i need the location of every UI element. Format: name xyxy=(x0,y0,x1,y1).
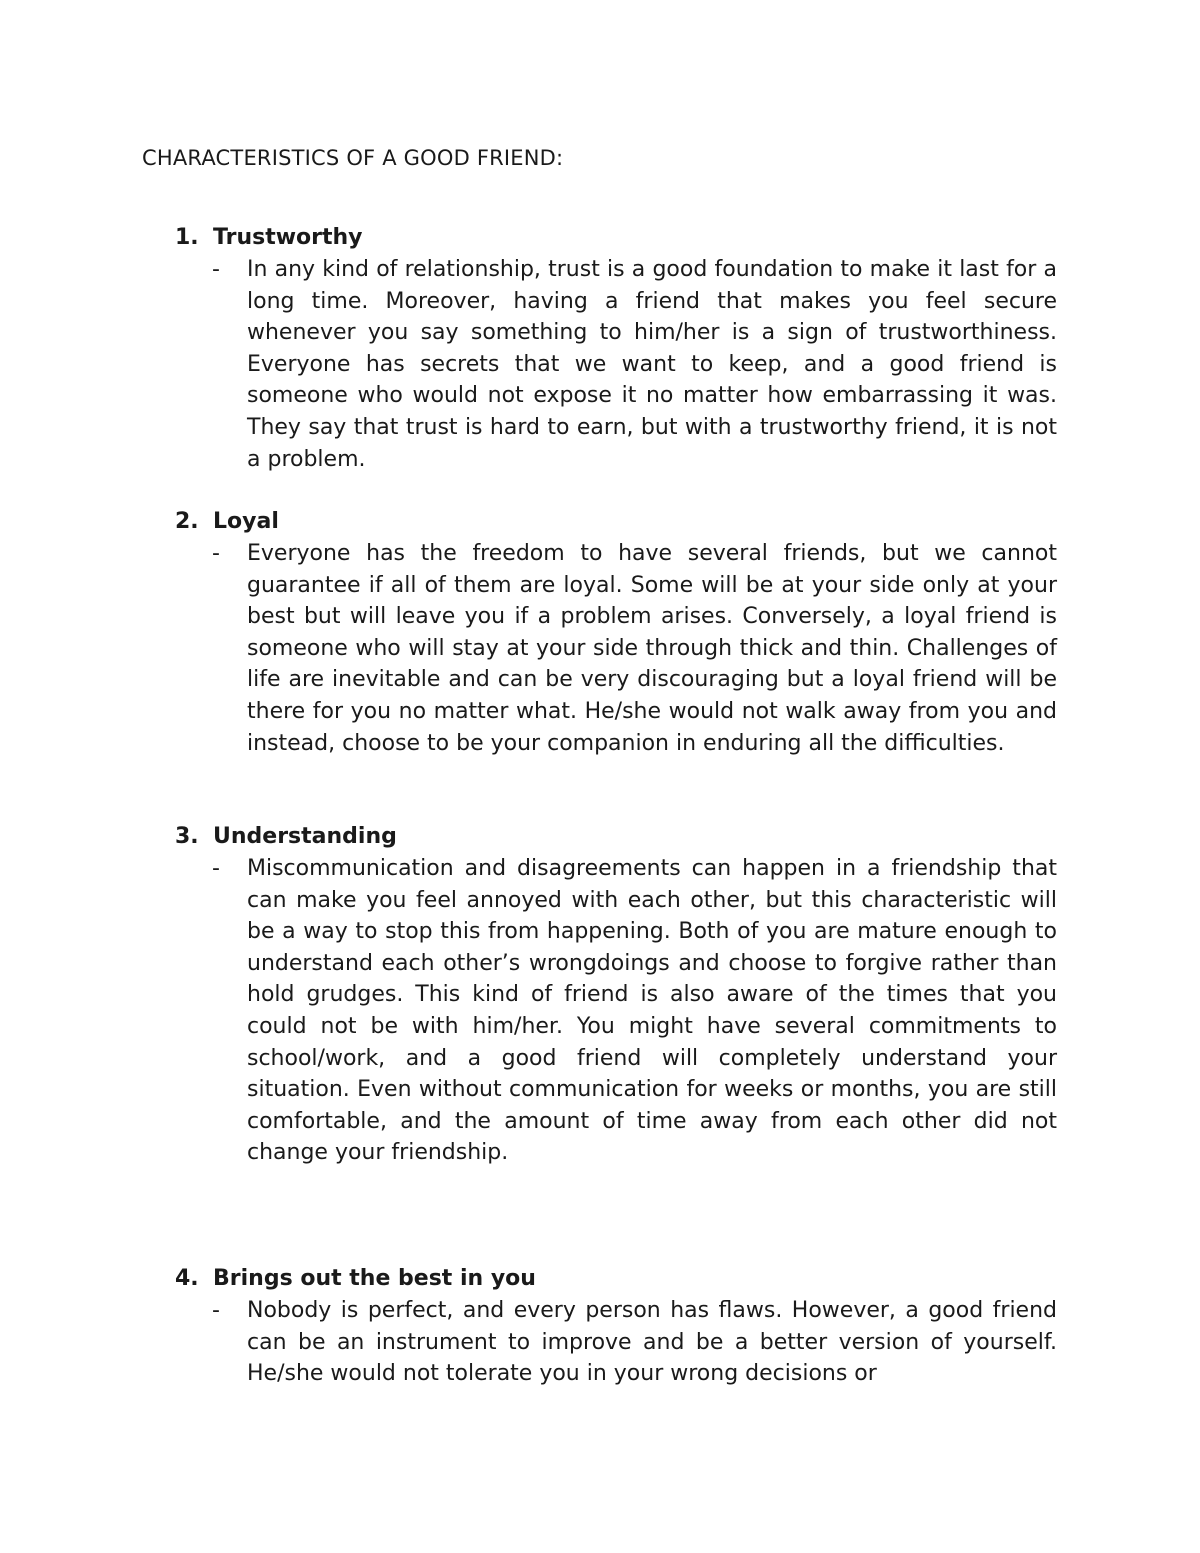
section-understanding xyxy=(175,821,1065,1169)
list-item xyxy=(175,254,1065,475)
section-trustworthy xyxy=(175,222,1065,475)
section-title: Loyal xyxy=(213,509,279,534)
dash-bullet: - xyxy=(212,541,220,566)
section-title: Understanding xyxy=(213,824,397,849)
list-item xyxy=(175,538,1065,759)
document-title: CHARACTERISTICS OF A GOOD FRIEND: xyxy=(142,146,564,170)
section-number: 3. xyxy=(175,824,199,849)
section-number: 2. xyxy=(175,509,199,534)
section-number: 1. xyxy=(175,225,199,250)
dash-bullet: - xyxy=(212,1298,220,1323)
section-heading xyxy=(175,821,1065,853)
section-number: 4. xyxy=(175,1266,199,1291)
section-loyal xyxy=(175,506,1065,759)
section-heading xyxy=(175,506,1065,538)
section-title: Brings out the best in you xyxy=(213,1266,536,1291)
section-paragraph: In any kind of relationship, trust is a good foundation to make it last for a long time. Moreover, having a friend that makes you feel secure whenever you say something to him/her is a sign of trustworthiness. Everyone has secrets that we want to keep, and a good friend is someone who would not expose it no matter how embarrassing it was. They say that trust is hard to earn, but with a trustworthy friend, it is not a problem. xyxy=(247,257,1057,472)
section-paragraph: Everyone has the freedom to have several friends, but we cannot guarantee if all of them are loyal. Some will be at your side only at your best but will leave you if a problem arises. Conversely, a loyal friend is someone who will stay at your side through thick and thin. Challenges of life are inevitable and can be very discouraging but a loyal friend will be there for you no matter what. He/she would not walk away from you and instead, choose to be your companion in enduring all the difficulties. xyxy=(247,541,1057,756)
section-paragraph: Nobody is perfect, and every person has flaws. However, a good friend can be an instrument to improve and be a better version of yourself. He/she would not tolerate you in your wrong decisions or xyxy=(247,1298,1057,1387)
dash-bullet: - xyxy=(212,257,220,282)
list-item xyxy=(175,1295,1065,1390)
section-title: Trustworthy xyxy=(213,225,363,250)
section-heading xyxy=(175,1263,1065,1295)
dash-bullet: - xyxy=(212,856,220,881)
section-paragraph: Miscommunication and disagreements can happen in a friendship that can make you feel annoyed with each other, but this characteristic will be a way to stop this from happening. Both of you are mature enough to understand each other’s wrongdoings and choose to forgive rather than hold grudges. This kind of friend is also aware of the times that you could not be with him/her. You might have several commitments to school/work, and a good friend will completely understand your situation. Even without communication for weeks or months, you are still comfortable, and the amount of time away from each other did not change your friendship. xyxy=(247,856,1057,1166)
section-heading xyxy=(175,222,1065,254)
section-brings-out-the-best xyxy=(175,1263,1065,1390)
list-item xyxy=(175,853,1065,1169)
